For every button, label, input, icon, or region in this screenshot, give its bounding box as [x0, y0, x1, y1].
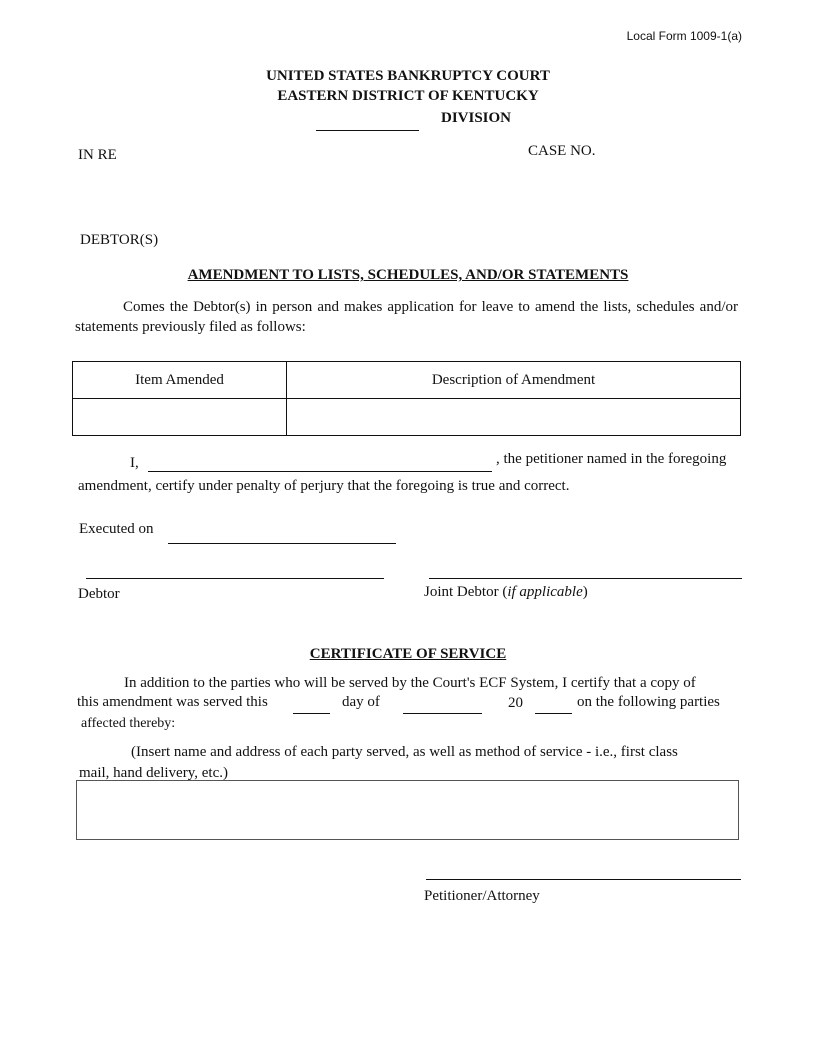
cert-suffix: , the petitioner named in the foregoing: [496, 451, 727, 467]
served-day-line[interactable]: [293, 713, 330, 714]
description-cell[interactable]: [287, 399, 741, 436]
debtor-label: Debtor: [78, 586, 120, 602]
cert-prefix: I,: [130, 455, 139, 471]
service-line-3: affected thereby:: [81, 716, 176, 731]
case-no-label: CASE NO.: [528, 143, 596, 159]
court-name: UNITED STATES BANKRUPTCY COURT: [266, 68, 550, 84]
court-district: EASTERN DISTRICT OF KENTUCKY: [277, 88, 539, 104]
service-line-2c: 20: [508, 695, 523, 711]
joint-debtor-text: Joint Debtor (: [424, 584, 508, 600]
petitioner-signature-line[interactable]: [426, 879, 741, 880]
in-re-label: IN RE: [78, 147, 117, 163]
item-amended-cell[interactable]: [73, 399, 287, 436]
amendment-title: AMENDMENT TO LISTS, SCHEDULES, AND/OR STATEMENTS: [187, 267, 629, 283]
petitioner-attorney-label: Petitioner/Attorney: [424, 888, 540, 904]
served-parties-box[interactable]: [76, 780, 739, 840]
amendment-table: [72, 361, 741, 436]
served-month-line[interactable]: [403, 713, 482, 714]
served-year-line[interactable]: [535, 713, 572, 714]
executed-on-line[interactable]: [168, 543, 396, 544]
if-applicable-text: if applicable: [507, 584, 583, 600]
debtors-label: DEBTOR(S): [80, 232, 159, 248]
service-instructions-1: (Insert name and address of each party served, as well as method of service - i.e., first class: [131, 744, 678, 760]
certificate-title: CERTIFICATE OF SERVICE: [309, 646, 507, 662]
service-line-2a: this amendment was served this: [77, 694, 268, 710]
service-line-2b: day of: [342, 694, 380, 710]
service-instructions-2: mail, hand delivery, etc.): [79, 765, 228, 781]
petitioner-name-line[interactable]: [148, 471, 492, 472]
division-blank-line[interactable]: [316, 130, 419, 131]
cert-statement: amendment, certify under penalty of perjury that the foregoing is true and correct.: [78, 478, 570, 494]
division-label: DIVISION: [441, 110, 512, 126]
form-number: Local Form 1009-1(a): [626, 29, 742, 43]
table-header-row: [73, 362, 741, 399]
amendment-intro: Comes the Debtor(s) in person and makes application for leave to amend the lists, schedules and/or statements previously filed as follows:: [75, 299, 738, 335]
joint-debtor-close: ): [582, 584, 588, 600]
joint-debtor-signature-line[interactable]: [429, 578, 742, 579]
table-row: [73, 399, 741, 436]
debtor-signature-line[interactable]: [86, 578, 384, 579]
service-line-1: In addition to the parties who will be served by the Court's ECF System, I certify that a copy of: [124, 675, 696, 691]
item-amended-header: Item Amended: [73, 362, 287, 399]
description-header: Description of Amendment: [287, 362, 741, 399]
service-line-2d: on the following parties: [577, 694, 720, 710]
executed-on-label: Executed on: [79, 521, 154, 537]
joint-debtor-label: [424, 584, 588, 601]
